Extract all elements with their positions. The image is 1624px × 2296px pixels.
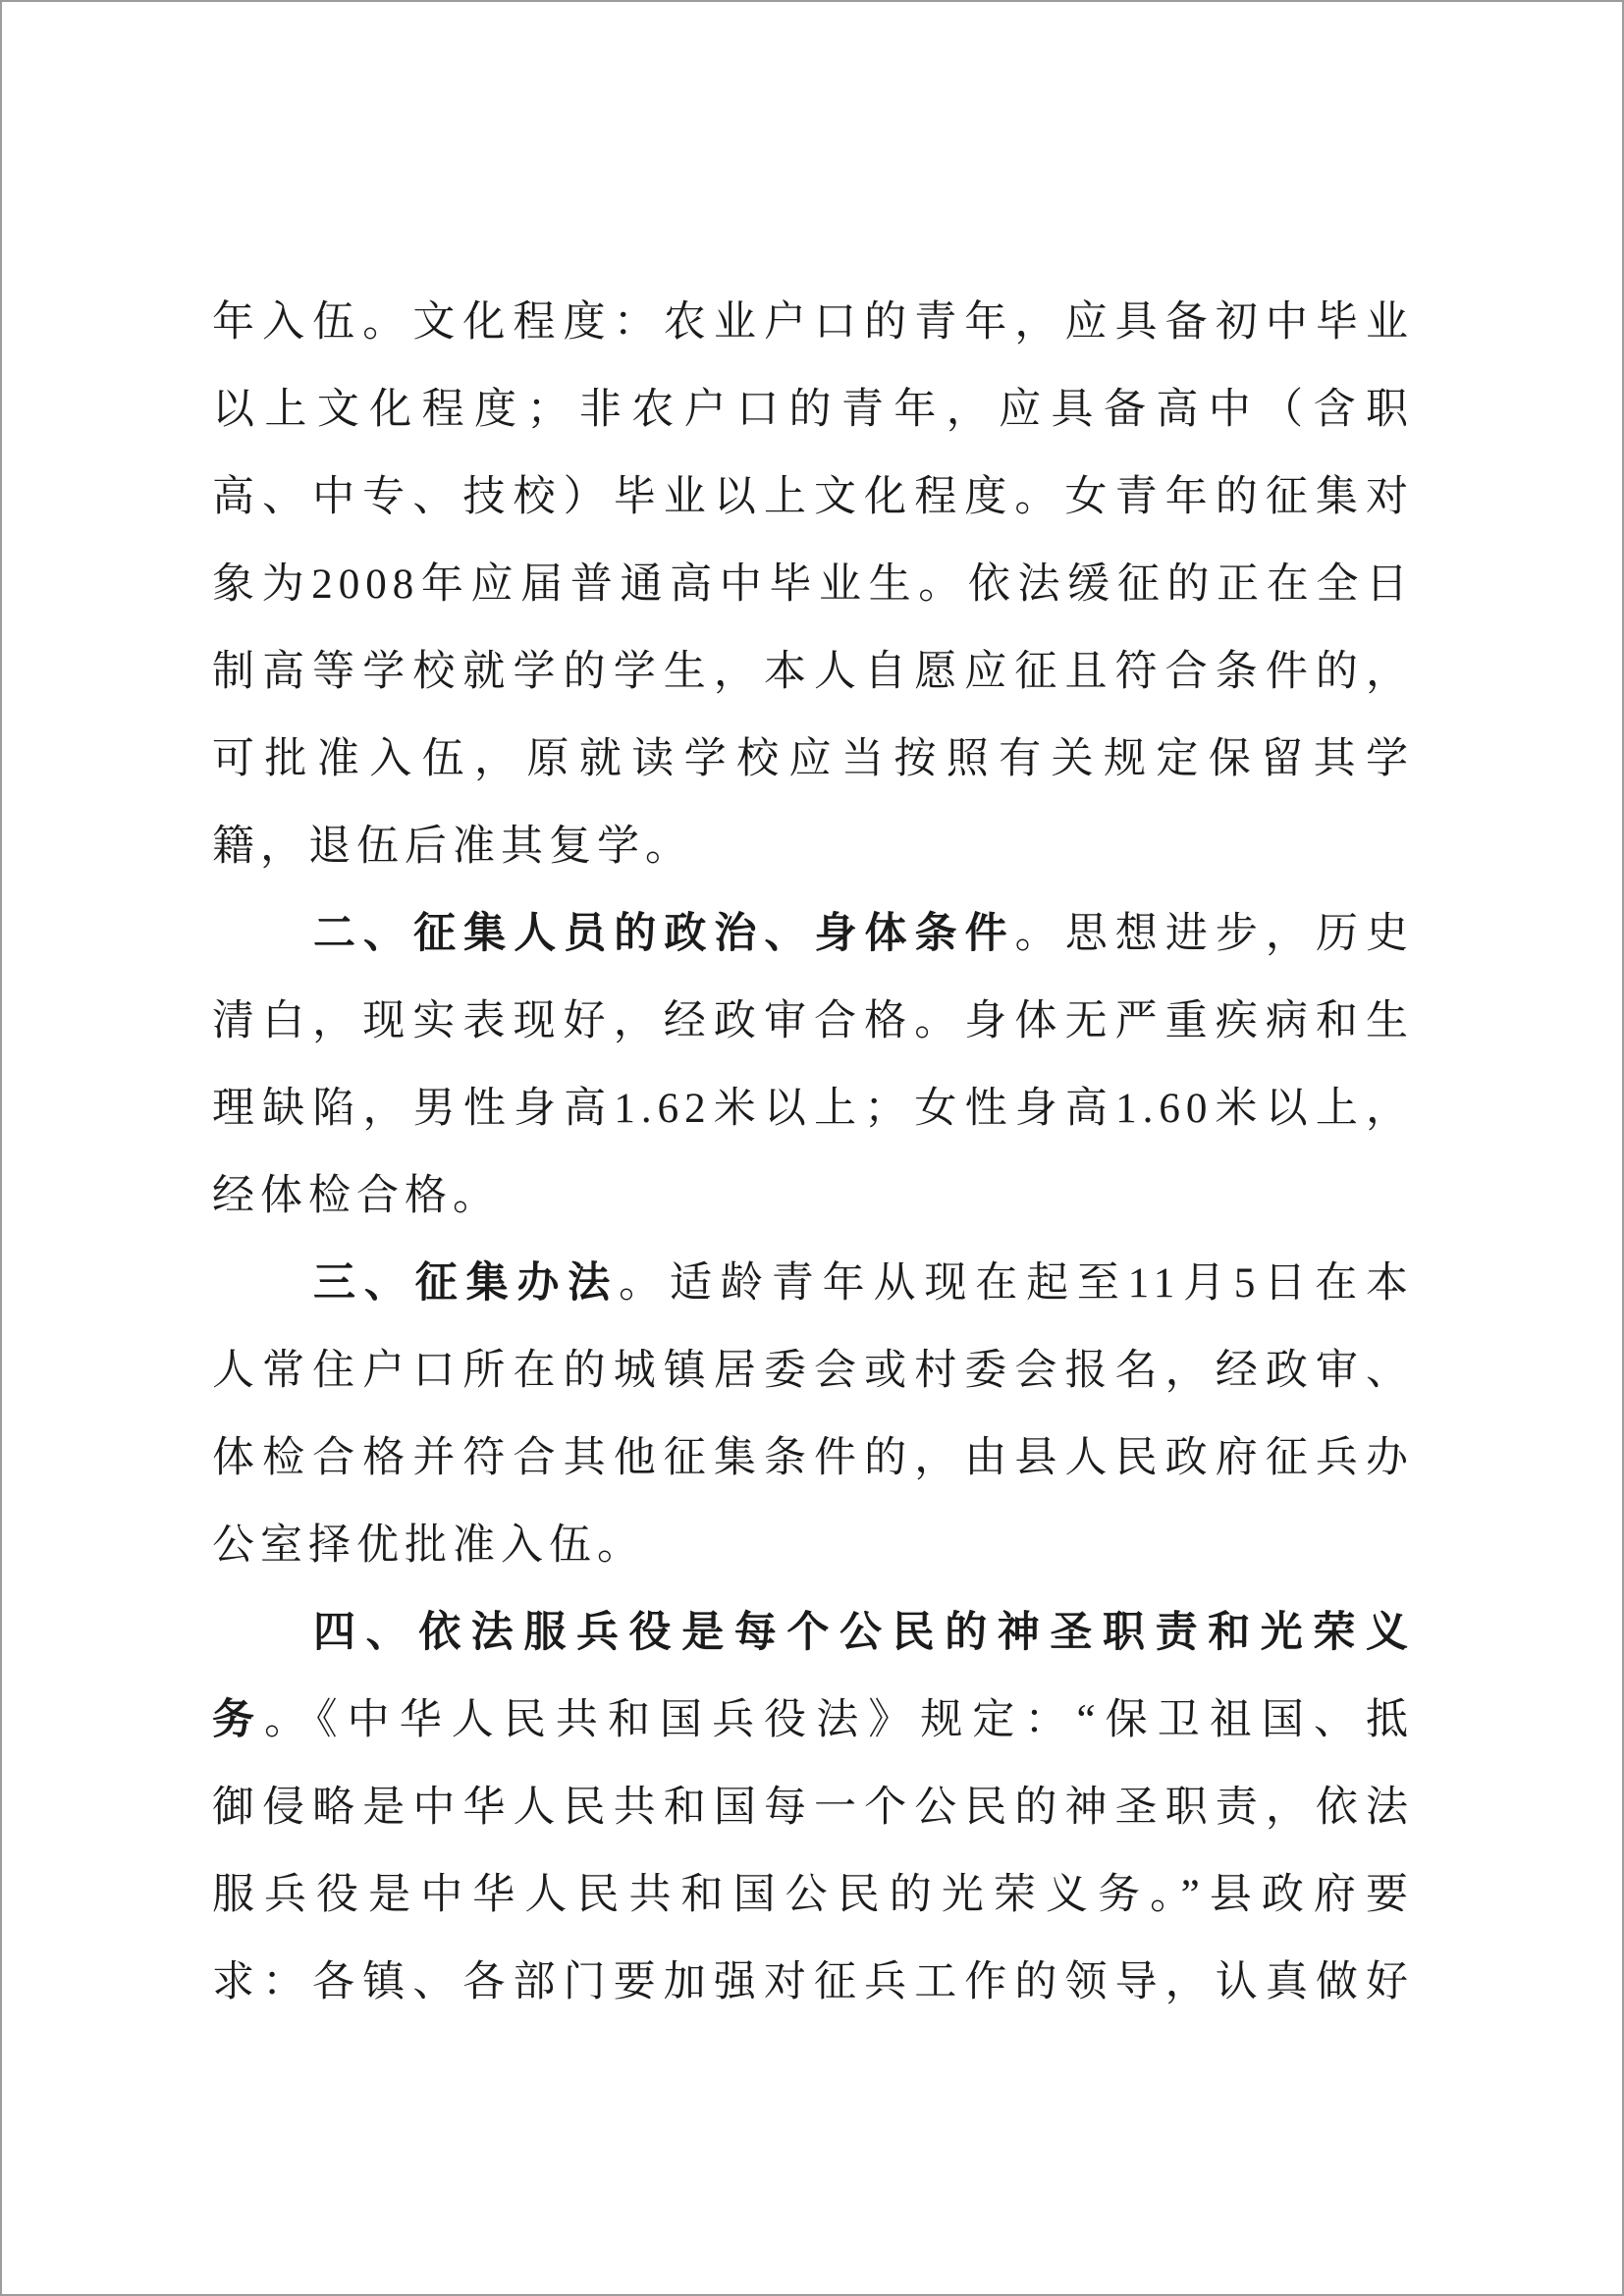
- line-regular-segment: 理缺陷，男性身高1.62米以上；女性身高1.60米以上，: [212, 1086, 1414, 1132]
- line-regular-segment: 以上文化程度；非农户口的青年，应具备高中（含职: [212, 387, 1414, 433]
- line-regular-segment: 籍，退伍后准其复学。: [212, 824, 693, 870]
- line-regular-segment: 人常住户口所在的城镇居委会或村委会报名，经政审、: [212, 1348, 1414, 1394]
- text-line: [212, 366, 1414, 454]
- text-line: [212, 628, 1414, 716]
- text-line: [212, 1327, 1414, 1415]
- line-regular-segment: 。《中华人民共和国兵役法》规定：“保卫祖国、抵: [264, 1697, 1414, 1743]
- line-bold-segment: 四、依法服兵役是每个公民的神圣职责和光荣义: [313, 1609, 1414, 1656]
- line-bold-segment: 务: [212, 1696, 265, 1743]
- line-regular-segment: 象为2008年应届普通高中毕业生。依法缓征的正在全日: [212, 561, 1414, 608]
- line-bold-segment: 二、征集人员的政治、身体条件: [313, 910, 1015, 957]
- line-regular-segment: 体检合格并符合其他征集条件的，由县人民政府征兵办: [212, 1435, 1414, 1481]
- text-line: [212, 1152, 1414, 1240]
- text-line: [212, 1065, 1414, 1152]
- line-regular-segment: 制高等学校就学的学生，本人自愿应征且符合条件的，: [212, 649, 1414, 695]
- text-line: [212, 454, 1414, 541]
- line-regular-segment: 。思想进步，历史: [1014, 911, 1415, 957]
- text-line: [212, 1764, 1414, 1851]
- line-regular-segment: 求：各镇、各部门要加强对征兵工作的领导，认真做好: [212, 1959, 1414, 2005]
- text-line: [212, 978, 1414, 1065]
- text-line: [212, 1851, 1414, 1939]
- text-line: [212, 1939, 1414, 2026]
- text-line-section-heading-3: [212, 1240, 1414, 1327]
- line-regular-segment: 年入伍。文化程度：农业户口的青年，应具备初中毕业: [212, 299, 1414, 346]
- text-line-section-heading-4: [212, 1589, 1414, 1677]
- text-line: [212, 1502, 1414, 1589]
- text-line: [212, 279, 1414, 366]
- line-regular-segment: 清白，现实表现好，经政审合格。身体无严重疾病和生: [212, 998, 1414, 1044]
- text-line: [212, 1677, 1414, 1764]
- line-regular-segment: 经体检合格。: [212, 1173, 501, 1219]
- line-regular-segment: 可批准入伍，原就读学校应当按照有关规定保留其学: [212, 736, 1414, 782]
- document-body: [212, 279, 1414, 2026]
- text-line: [212, 803, 1414, 890]
- line-regular-segment: 高、中专、技校）毕业以上文化程度。女青年的征集对: [212, 474, 1414, 520]
- line-regular-segment: 。适龄青年从现在起至11月5日在本: [619, 1260, 1415, 1307]
- line-regular-segment: 服兵役是中华人民共和国公民的光荣义务。”县政府要: [212, 1872, 1414, 1918]
- line-regular-segment: 公室择优批准入伍。: [212, 1522, 645, 1569]
- text-line: [212, 541, 1414, 628]
- text-line: [212, 1415, 1414, 1502]
- text-line: [212, 716, 1414, 803]
- text-line-section-heading-2: [212, 890, 1414, 978]
- line-bold-segment: 三、征集办法: [313, 1259, 620, 1307]
- line-regular-segment: 御侵略是中华人民共和国每一个公民的神圣职责，依法: [212, 1785, 1414, 1831]
